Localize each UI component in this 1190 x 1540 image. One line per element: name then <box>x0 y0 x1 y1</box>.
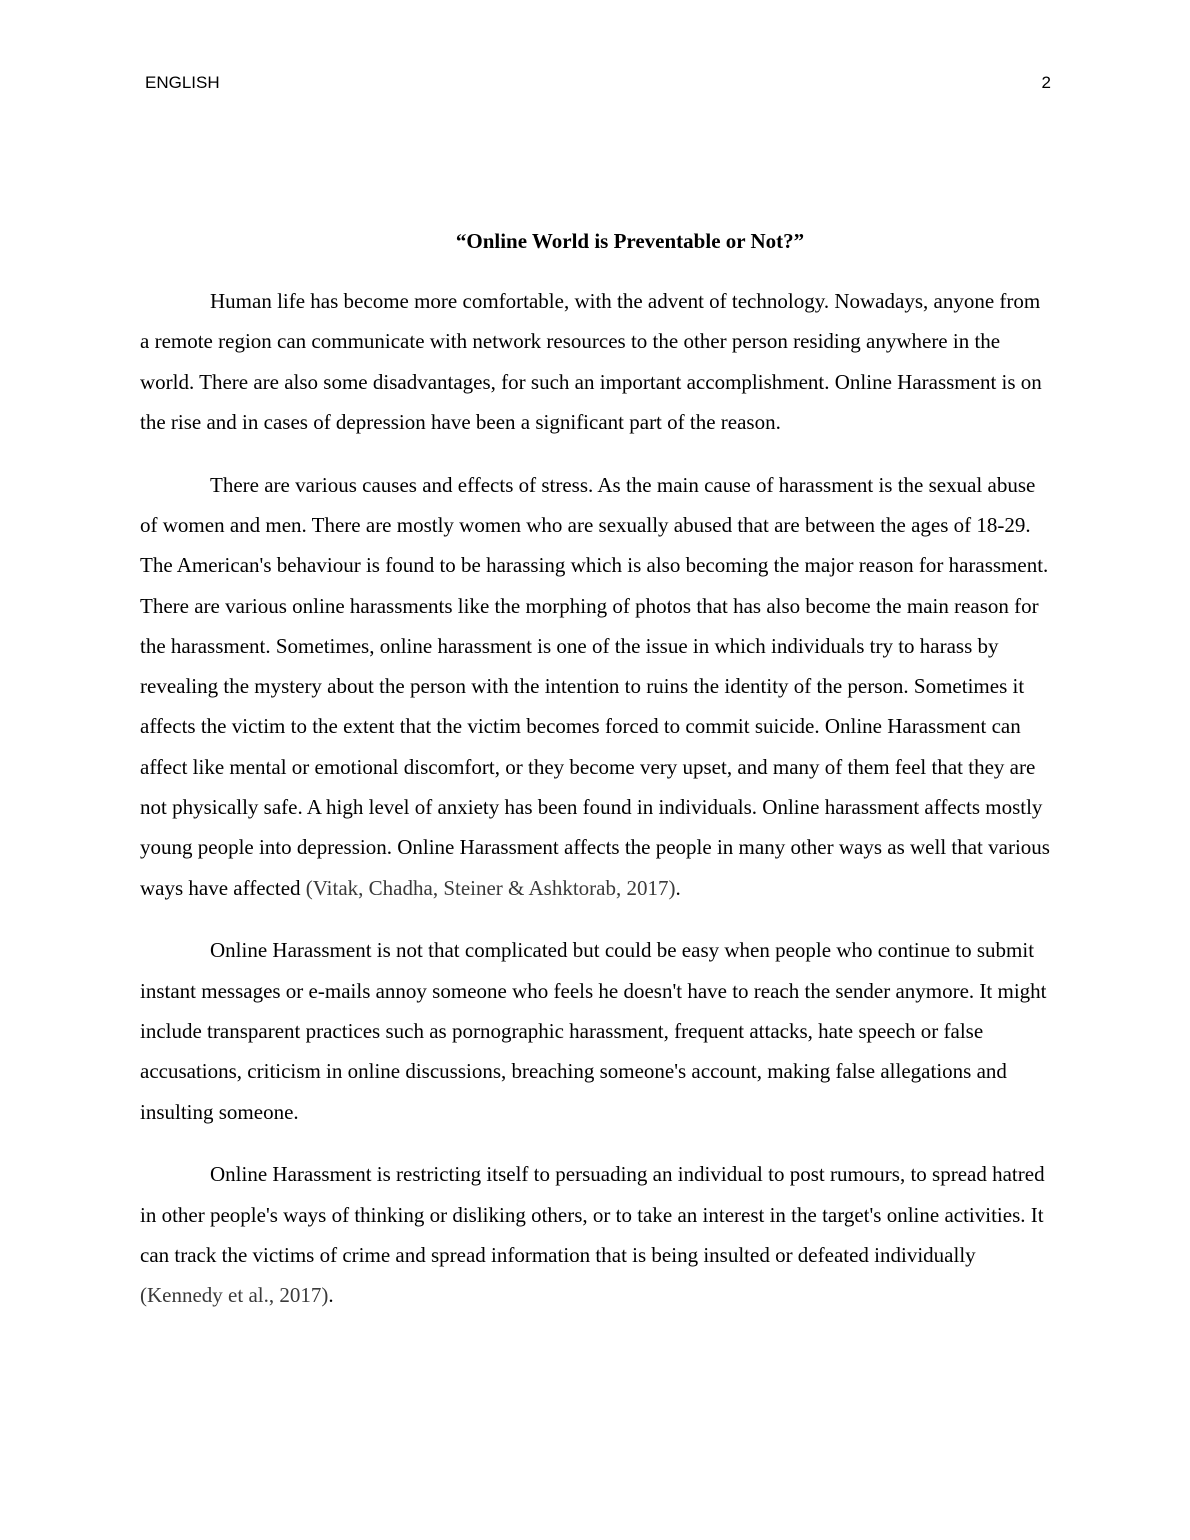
paragraph-text: Human life has become more comfortable, with the advent of technology. Nowadays, anyone from a remote region can communicate with network resources to the other person residing anywhere in the world. There are also some disadvantages, for such an important accomplishment. Online Harassment is on the rise and in cases of depression have been a significant part of the reason. <box>140 289 1042 434</box>
document-body <box>140 224 1052 1338</box>
paragraph-tail: . <box>328 1283 334 1308</box>
running-head: ENGLISH <box>145 73 220 92</box>
paragraph-1 <box>140 281 1052 442</box>
citation: (Kennedy et al., 2017) <box>140 1283 329 1308</box>
paragraph-text: Online Harassment is restricting itself to persuading an individual to post rumours, to spread hatred in other people's ways of thinking or disliking others, or to take an interest in the target's online activities. It can track the victims of crime and spread information that is being insulted or defeated individually <box>140 1162 1045 1268</box>
document-title: “Online World is Preventable or Not?” <box>455 229 805 253</box>
paragraph-text: Online Harassment is not that complicated but could be easy when people who continue to submit instant messages or e-mails annoy someone who feels he doesn't have to reach the sender anymore. It might include transparent practices such as pornographic harassment, frequent attacks, hate speech or false accusations, criticism in online discussions, breaching someone's account, making false allegations and insulting someone. <box>140 938 1047 1124</box>
paragraph-3 <box>140 930 1052 1131</box>
paragraph-4 <box>140 1154 1052 1315</box>
paragraph-text: There are various causes and effects of stress. As the main cause of harassment is the sexual abuse of women and men. There are mostly women who are sexually abused that are between the ages of 18-29. The American's behaviour is found to be harassing which is also becoming the major reason for harassment. There are various online harassments like the morphing of photos that has also become the main reason for the harassment. Sometimes, online harassment is one of the issue in which individuals try to harass by revealing the mystery about the person with the intention to ruins the identity of the person. Sometimes it affects the victim to the extent that the victim becomes forced to commit suicide. Online Harassment can affect like mental or emotional discomfort, or they become very upset, and many of them feel that they are not physically safe. A high level of anxiety has been found in individuals. Online harassment affects mostly young people into depression. Online Harassment affects the people in many other ways as well that various ways have affected <box>140 472 1050 900</box>
page-header <box>145 70 1051 96</box>
citation: (Vitak, Chadha, Steiner & Ashktorab, 2017) <box>305 875 676 900</box>
paragraph-2 <box>140 465 1052 908</box>
page-number: 2 <box>1041 73 1051 92</box>
paragraph-tail: . <box>675 875 681 900</box>
